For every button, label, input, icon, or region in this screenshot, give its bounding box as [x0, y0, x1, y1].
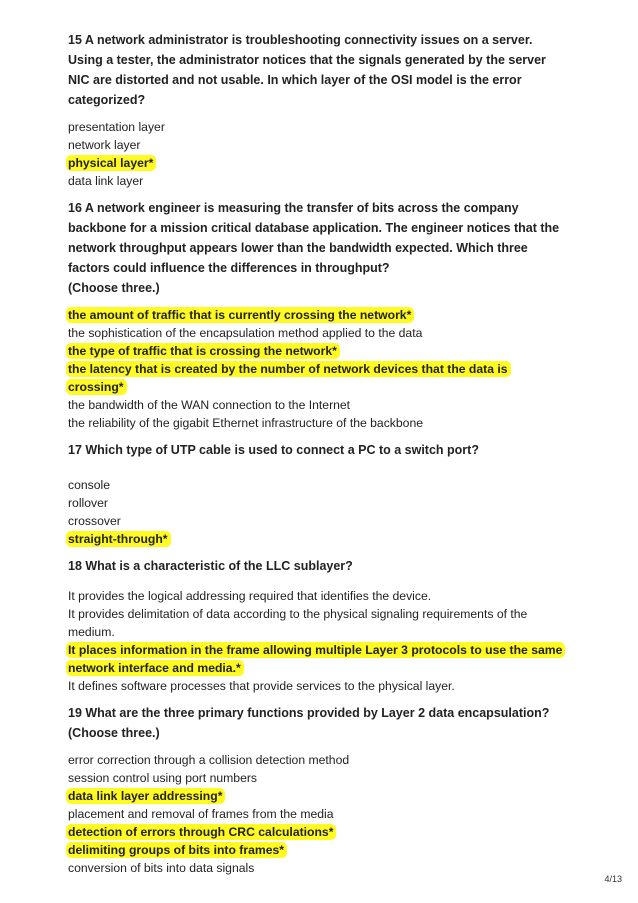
answer-option-correct: delimiting groups of bits into frames* [68, 841, 568, 859]
question-block [68, 703, 568, 877]
question-text: 17 Which type of UTP cable is used to connect a PC to a switch port? [68, 443, 479, 457]
answer-list [68, 751, 568, 877]
answer-option: crossover [68, 514, 121, 528]
question-text: 16 A network engineer is measuring the transfer of bits across the company backbone for a mission critical database application. The engineer notices that the network throughput appears lower than the bandwidth expected. Which three factors could influence the differences in throughput? [68, 201, 560, 275]
question-text: 15 A network administrator is troubleshooting connectivity issues on a server. Using a tester, the administrator notices that the signals generated by the server NIC are distorted and not usable. In which layer of the OSI model is the error categorized? [68, 33, 546, 107]
answer-option: It defines software processes that provide services to the physical layer. [68, 679, 455, 693]
answer-option: the reliability of the gigabit Ethernet infrastructure of the backbone [68, 416, 424, 430]
answer-option-correct: the latency that is created by the number of network devices that the data is crossing* [68, 360, 568, 396]
answer-option-correct: It places information in the frame allowing multiple Layer 3 protocols to use the same network interface and media.* [68, 641, 568, 677]
answer-option: presentation layer [68, 120, 165, 134]
answer-option: placement and removal of frames from the media [68, 807, 334, 821]
question-block [68, 198, 568, 432]
answer-list [68, 587, 568, 695]
answer-option: network layer [68, 138, 141, 152]
document-page [68, 30, 568, 885]
question-block [68, 556, 568, 695]
answer-option: conversion of bits into data signals [68, 861, 255, 875]
question-note: (Choose three.) [68, 726, 160, 740]
answer-option-correct: straight-through* [68, 530, 568, 548]
answer-option-correct: physical layer* [68, 154, 568, 172]
answer-list [68, 476, 568, 548]
answer-option-correct: the type of traffic that is crossing the network* [68, 342, 568, 360]
answer-list [68, 118, 568, 190]
answer-option: the sophistication of the encapsulation method applied to the data [68, 326, 423, 340]
answer-list [68, 306, 568, 432]
question-text: 18 What is a characteristic of the LLC sublayer? [68, 559, 353, 573]
answer-option: data link layer [68, 174, 144, 188]
question-note: (Choose three.) [68, 281, 160, 295]
answer-option: rollover [68, 496, 108, 510]
answer-option: error correction through a collision detection method [68, 753, 350, 767]
answer-option-correct: data link layer addressing* [68, 787, 568, 805]
answer-option-correct: the amount of traffic that is currently crossing the network* [68, 306, 568, 324]
answer-option: It provides the logical addressing required that identifies the device. [68, 589, 432, 603]
question-text: 19 What are the three primary functions provided by Layer 2 data encapsulation? [68, 706, 550, 720]
answer-option: session control using port numbers [68, 771, 258, 785]
page-number: 4/13 [604, 874, 622, 884]
answer-option-correct: detection of errors through CRC calculations* [68, 823, 568, 841]
answer-option: the bandwidth of the WAN connection to the Internet [68, 398, 351, 412]
answer-option: It provides delimitation of data according to the physical signaling requirements of the medium. [68, 607, 528, 639]
question-block [68, 440, 568, 548]
answer-option: console [68, 478, 111, 492]
question-block [68, 30, 568, 190]
